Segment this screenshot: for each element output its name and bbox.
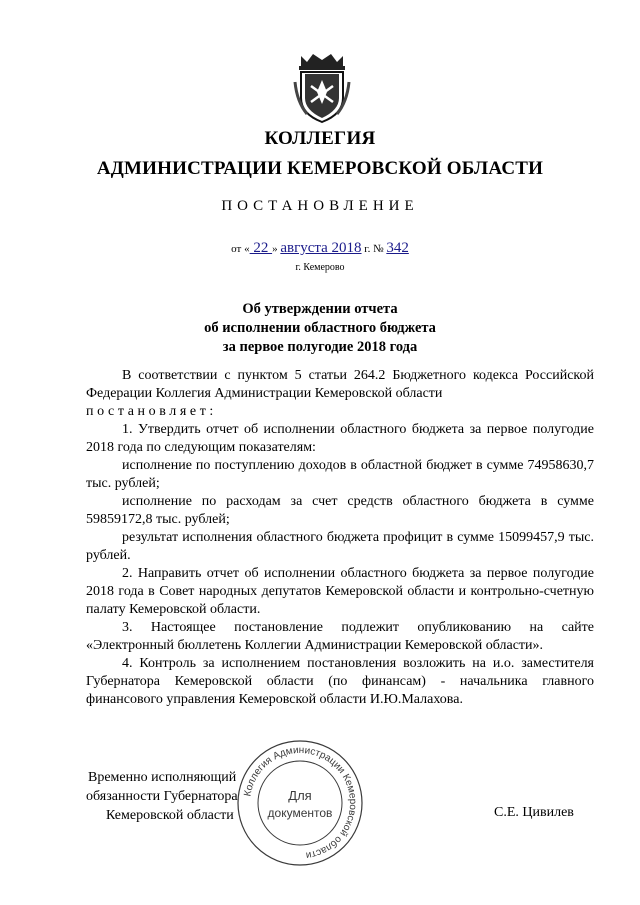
- item-4: 4. Контроль за исполнением постановления возложить на и.о. заместителя Губернатора Кемеровской области (по финансам) - начальника главного финансового управления Кемеровской области И.Ю.Малахова.: [86, 656, 594, 707]
- stamp-ring-text: Коллегия Администрации Кемеровской области: [242, 744, 359, 861]
- item-1-result: результат исполнения областного бюджета профицит в сумме 15099457,9 тыс. рублей.: [86, 530, 594, 563]
- item-1-expense: исполнение по расходам за счет средств областного бюджета в сумме 59859172,8 тыс. рублей;: [86, 494, 594, 527]
- city: г. Кемерово: [295, 262, 345, 273]
- date-sep: »: [272, 243, 281, 255]
- item-1-income: исполнение по поступлению доходов в областной бюджет в сумме 74958630,7 тыс. рублей;: [86, 458, 594, 491]
- org-name-line2: АДМИНИСТРАЦИИ КЕМЕРОВСКОЙ ОБЛАСТИ: [96, 158, 544, 179]
- signatory-title-line: Временно исполняющий: [88, 770, 237, 785]
- signatory-name: С.Е. Цивилев: [494, 805, 574, 820]
- date-line: [0, 240, 640, 257]
- signatory-title-line: обязанности Губернатора: [86, 789, 238, 804]
- date-day: 22: [249, 240, 273, 256]
- date-suffix: г. №: [361, 243, 387, 255]
- item-3: 3. Настоящее постановление подлежит опубликованию на сайте «Электронный бюллетень Коллегии Администрации Кемеровской области».: [86, 620, 594, 653]
- date-month-year: августа 2018: [280, 240, 362, 256]
- document-subject: [0, 300, 640, 357]
- signatory-title: [86, 768, 238, 825]
- stamp-center-line2: документов: [267, 806, 333, 820]
- subject-line: за первое полугодие 2018 года: [222, 339, 418, 355]
- document-body: [86, 367, 594, 709]
- preamble: В соответствии с пунктом 5 статьи 264.2 Бюджетного кодекса Российской Федерации Коллегия Администрации Кемеровской области: [86, 368, 594, 401]
- document-number: 342: [386, 240, 409, 256]
- coat-of-arms-icon: [293, 52, 351, 124]
- signatory-title-line: Кемеровской области: [106, 808, 234, 823]
- subject-line: Об утверждении отчета: [242, 301, 398, 317]
- document-type: ПОСТАНОВЛЕНИЕ: [221, 198, 419, 214]
- date-prefix: от «: [231, 243, 250, 255]
- item-2: 2. Направить отчет об исполнении областного бюджета за первое полугодие 2018 года в Совет народных депутатов Кемеровской области и контрольно-счетную палату Кемеровской области.: [86, 566, 594, 617]
- subject-line: об исполнении областного бюджета: [204, 320, 436, 336]
- item-1: 1. Утвердить отчет об исполнении областного бюджета за первое полугодие 2018 года по следующим показателям:: [86, 422, 594, 455]
- decree-word: постановляет:: [86, 404, 217, 419]
- org-name-line1: КОЛЛЕГИЯ: [264, 128, 376, 149]
- official-stamp: [235, 738, 365, 868]
- stamp-center-line1: Для: [288, 788, 312, 803]
